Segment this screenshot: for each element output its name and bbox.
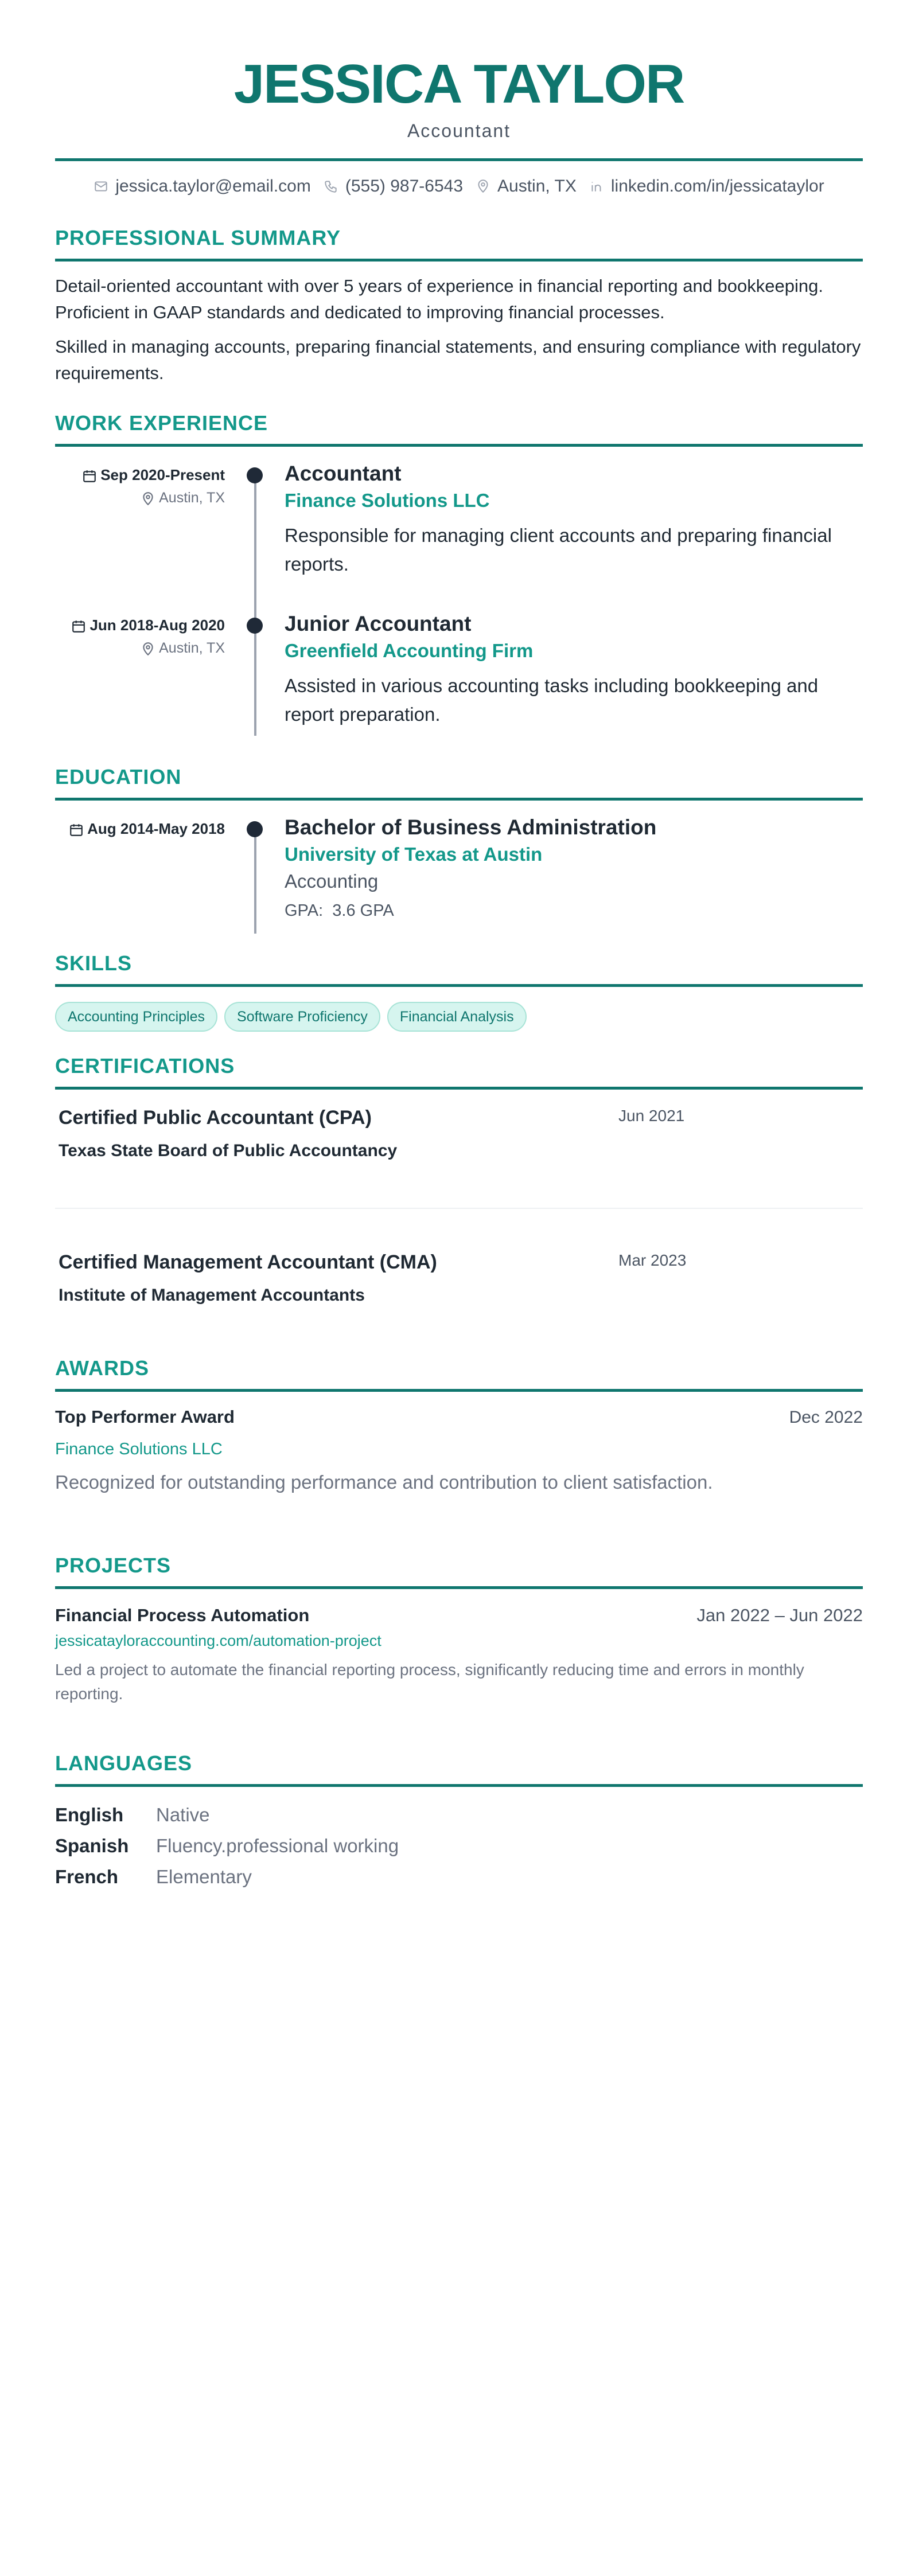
- experience-item: [55, 459, 863, 610]
- experience-date: [55, 615, 225, 635]
- contact-phone[interactable]: [324, 175, 463, 198]
- candidate-role: Accountant: [407, 120, 511, 141]
- certification-issuer: Institute of Management Accountants: [59, 1286, 365, 1305]
- experience-date-text: Jun 2018-Aug 2020: [89, 616, 225, 634]
- certification-name: Certified Management Accountant (CMA): [59, 1251, 437, 1273]
- skill-chip: Accounting Principles: [55, 1002, 217, 1032]
- skill-chip: Financial Analysis: [387, 1002, 527, 1032]
- skills-section: [55, 951, 863, 1032]
- projects-title: PROJECTS: [55, 1553, 863, 1589]
- resume-sheet: [55, 0, 863, 1892]
- language-name: Spanish: [55, 1835, 129, 1856]
- gpa-value: 3.6 GPA: [332, 901, 394, 920]
- contact-email-text: jessica.taylor@email.com: [115, 177, 311, 196]
- contact-location: [476, 175, 577, 198]
- skills-list: [55, 1002, 863, 1032]
- education-gpa: [285, 898, 863, 923]
- certification-issuer: Texas State Board of Public Accountancy: [59, 1141, 398, 1160]
- education-item: [55, 813, 863, 934]
- experience-description: Assisted in various accounting tasks including bookkeeping and report preparation.: [285, 675, 819, 725]
- gpa-label: GPA:: [285, 901, 324, 920]
- certification-name: Certified Public Accountant (CPA): [59, 1107, 372, 1129]
- project-title: Financial Process Automation: [55, 1605, 310, 1625]
- certification-date: Jun 2021: [618, 1107, 685, 1125]
- contact-linkedin[interactable]: [589, 175, 824, 198]
- experience-section: [55, 411, 863, 736]
- candidate-name: JESSICA TAYLOR: [233, 53, 684, 115]
- project-link[interactable]: jessicataylorаccounting.com/automation-project: [55, 1632, 381, 1649]
- education-timeline: [55, 813, 863, 934]
- skill-chip: Software Proficiency: [224, 1002, 380, 1032]
- contact-phone-text: (555) 987-6543: [345, 177, 464, 196]
- certifications-title: CERTIFICATIONS: [55, 1053, 863, 1090]
- experience-location: [55, 638, 225, 658]
- languages-section: [55, 1751, 863, 1892]
- award-organization: Finance Solutions LLC: [55, 1440, 223, 1458]
- experience-company: Greenfield Accounting Firm: [285, 640, 534, 661]
- skills-title: SKILLS: [55, 951, 863, 987]
- experience-date: [55, 465, 225, 485]
- certification-item: [55, 1249, 863, 1307]
- experience-date-text: Sep 2020-Present: [100, 466, 225, 483]
- summary-section: [55, 225, 863, 387]
- experience-timeline: [55, 459, 863, 736]
- calendar-icon: [82, 469, 95, 481]
- summary-paragraph: Skilled in managing accounts, preparing financial statements, and ensuring compliance with regulatory requirements.: [55, 337, 861, 383]
- projects-section: [55, 1553, 863, 1706]
- awards-title: AWARDS: [55, 1356, 863, 1392]
- calendar-icon: [69, 822, 81, 835]
- award-description: Recognized for outstanding performance and contribution to client satisfaction.: [55, 1472, 713, 1493]
- award-item: [55, 1404, 863, 1496]
- language-level: Fluency.professional working: [156, 1835, 399, 1856]
- awards-section: [55, 1356, 863, 1496]
- experience-position: Junior Accountant: [285, 612, 472, 635]
- experience-title: WORK EXPERIENCE: [55, 411, 863, 447]
- language-row: [55, 1830, 863, 1861]
- map-pin-icon: [476, 179, 490, 194]
- timeline-dot: [247, 821, 263, 837]
- education-section: [55, 764, 863, 934]
- experience-company: Finance Solutions LLC: [285, 490, 490, 511]
- experience-position: Accountant: [285, 462, 402, 485]
- map-pin-icon: [141, 491, 153, 504]
- experience-location-text: Austin, TX: [159, 490, 225, 506]
- language-level: Elementary: [156, 1866, 252, 1887]
- map-pin-icon: [141, 642, 153, 654]
- experience-description: Responsible for managing client accounts and preparing financial reports.: [285, 525, 832, 575]
- education-title: EDUCATION: [55, 764, 863, 801]
- education-degree: Bachelor of Business Administration: [285, 815, 657, 839]
- education-date-text: Aug 2014-May 2018: [87, 820, 225, 837]
- summary-paragraph: Detail-oriented accountant with over 5 years of experience in financial reporting and bookkeeping. Proficient in GAAP standards and dedicated to improving financial processes.: [55, 276, 823, 322]
- language-name: French: [55, 1866, 119, 1887]
- calendar-icon: [71, 619, 84, 631]
- experience-location-text: Austin, TX: [159, 640, 225, 656]
- experience-item: [55, 610, 863, 736]
- contact-email[interactable]: [94, 175, 311, 198]
- project-item: [55, 1603, 863, 1706]
- language-row: [55, 1800, 863, 1830]
- language-name: English: [55, 1804, 124, 1825]
- project-description: Led a project to automate the financial reporting process, significantly reducing time and errors in monthly reporting.: [55, 1661, 804, 1703]
- certification-date: Mar 2023: [618, 1251, 687, 1269]
- contact-bar: [55, 158, 863, 198]
- timeline-dot: [247, 618, 263, 634]
- contact-linkedin-text: linkedin.com/in/jessicataylor: [610, 177, 824, 196]
- education-school: University of Texas at Austin: [285, 844, 543, 865]
- language-level: Native: [156, 1804, 210, 1825]
- phone-icon: [324, 179, 338, 194]
- project-date: Jan 2022 – Jun 2022: [696, 1605, 863, 1625]
- certifications-section: [55, 1053, 863, 1307]
- award-title: Top Performer Award: [55, 1407, 235, 1427]
- award-date: Dec 2022: [789, 1408, 863, 1427]
- timeline-line: [254, 626, 256, 736]
- language-row: [55, 1861, 863, 1892]
- summary-title: PROFESSIONAL SUMMARY: [55, 225, 863, 261]
- resume-header: [55, 0, 863, 198]
- certification-item: [55, 1104, 863, 1163]
- timeline-line: [254, 475, 256, 626]
- timeline-line: [254, 829, 256, 934]
- experience-location: [55, 488, 225, 508]
- certification-divider: [55, 1208, 863, 1209]
- education-field: Accounting: [285, 871, 379, 892]
- education-date: [55, 819, 225, 838]
- mail-icon: [94, 179, 108, 194]
- languages-list: [55, 1800, 863, 1892]
- contact-location-text: Austin, TX: [497, 177, 577, 196]
- timeline-dot: [247, 467, 263, 483]
- languages-title: LANGUAGES: [55, 1751, 863, 1787]
- linkedin-icon: [589, 179, 604, 194]
